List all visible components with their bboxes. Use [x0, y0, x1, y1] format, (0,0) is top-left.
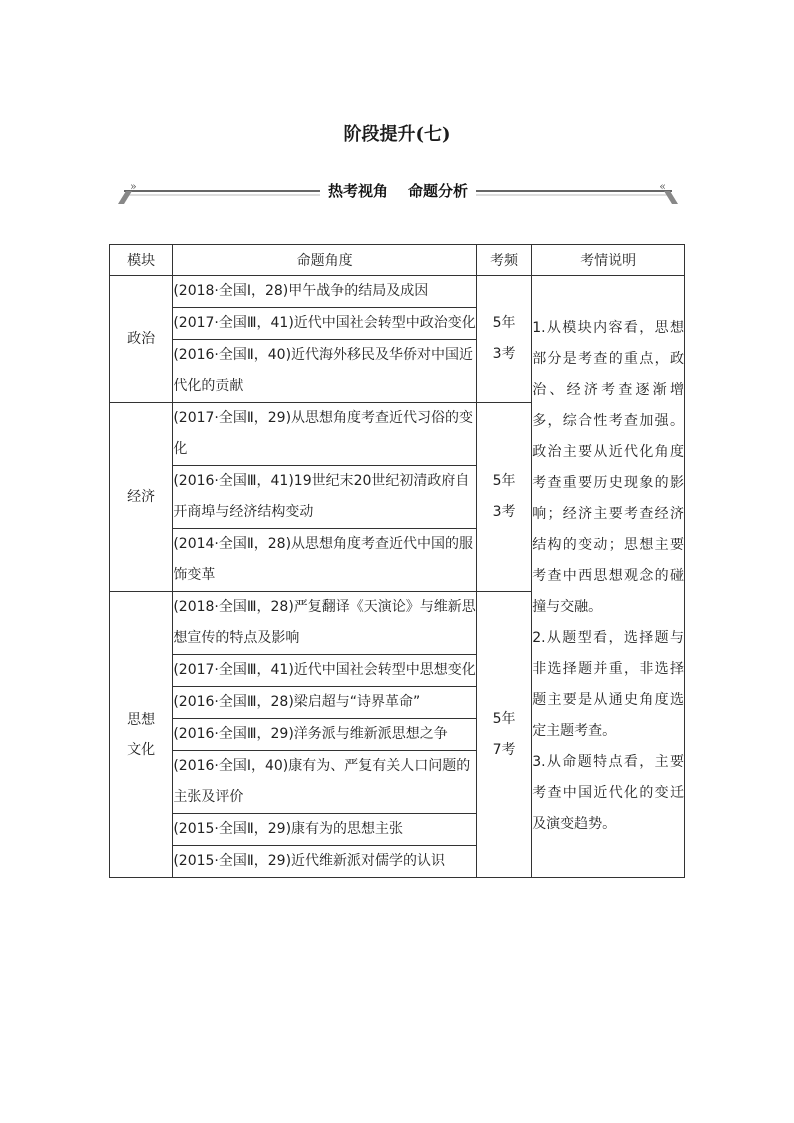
angle-cell: (2016·全国Ⅰ，40)康有为、严复有关人口问题的主张及评价 [173, 751, 477, 814]
section-banner [118, 178, 678, 208]
angle-cell: (2017·全国Ⅲ，41)近代中国社会转型中政治变化 [173, 308, 477, 340]
frequency-cell [476, 403, 531, 592]
banner-left-text: 热考视角 [327, 182, 388, 200]
module-label: 政治 [127, 331, 156, 347]
module-cell [110, 592, 173, 878]
angle-cell: (2016·全国Ⅲ，28)梁启超与“诗界革命” [173, 687, 477, 719]
angle-cell: (2018·全国Ⅰ，28)甲午战争的结局及成因 [173, 276, 477, 308]
frequency-count: 3考 [492, 346, 516, 362]
module-cell [110, 276, 173, 403]
notes-cell [532, 276, 685, 878]
frequency-years: 5年 [492, 710, 516, 727]
angle-cell: (2017·全国Ⅲ，41)近代中国社会转型中思想变化 [173, 655, 477, 687]
angle-cell: (2015·全国Ⅱ，29)近代维新派对儒学的认识 [173, 846, 477, 878]
frequency-years: 5年 [492, 473, 516, 489]
frequency-years: 5年 [492, 315, 516, 331]
angle-cell: (2017·全国Ⅱ，29)从思想角度考查近代习俗的变化 [173, 403, 477, 466]
header-notes: 考情说明 [532, 245, 685, 276]
frequency-count: 7考 [492, 741, 516, 758]
analysis-table [109, 244, 685, 878]
angle-cell: (2014·全国Ⅱ，28)从思想角度考查近代中国的服饰变革 [173, 529, 477, 592]
angle-cell: (2018·全国Ⅲ，28)严复翻译《天演论》与维新思想宣传的特点及影响 [173, 592, 477, 655]
banner-left-deco: » [130, 180, 137, 193]
module-cell [110, 403, 173, 592]
frequency-count: 3考 [492, 504, 516, 520]
page-title: 阶段提升(七) [343, 124, 451, 145]
angle-cell: (2016·全国Ⅲ，29)洋务派与维新派思想之争 [173, 719, 477, 751]
note-item: 3.从命题特点看，主要考查中国近代化的变迁及演变趋势。 [532, 754, 684, 832]
angle-cell: (2016·全国Ⅲ，41)19世纪末20世纪初清政府自开商埠与经济结构变动 [173, 466, 477, 529]
header-row [110, 245, 685, 276]
angle-cell: (2016·全国Ⅱ，40)近代海外移民及华侨对中国近代化的贡献 [173, 340, 477, 403]
module-label: 经济 [127, 489, 156, 505]
module-label: 思想文化 [127, 711, 156, 758]
frequency-cell [476, 276, 531, 403]
header-angle: 命题角度 [173, 245, 477, 276]
table-row [110, 276, 685, 308]
note-item: 1.从模块内容看，思想部分是考查的重点，政治、经济考查逐渐增多，综合性考查加强。政治主要从近代化角度考查重要历史现象的影响；经济主要考查经济结构的变动；思想主要考查中西思想观念的碰撞与交融。 [532, 320, 684, 615]
frequency-cell [476, 592, 531, 878]
header-module: 模块 [110, 245, 173, 276]
banner-right-text: 命题分析 [408, 182, 469, 200]
header-frequency: 考频 [476, 245, 531, 276]
note-item: 2.从题型看，选择题与非选择题并重，非选择题主要是从通史角度选定主题考查。 [532, 630, 684, 739]
angle-cell: (2015·全国Ⅱ，29)康有为的思想主张 [173, 814, 477, 846]
banner-right-deco: « [659, 180, 666, 193]
